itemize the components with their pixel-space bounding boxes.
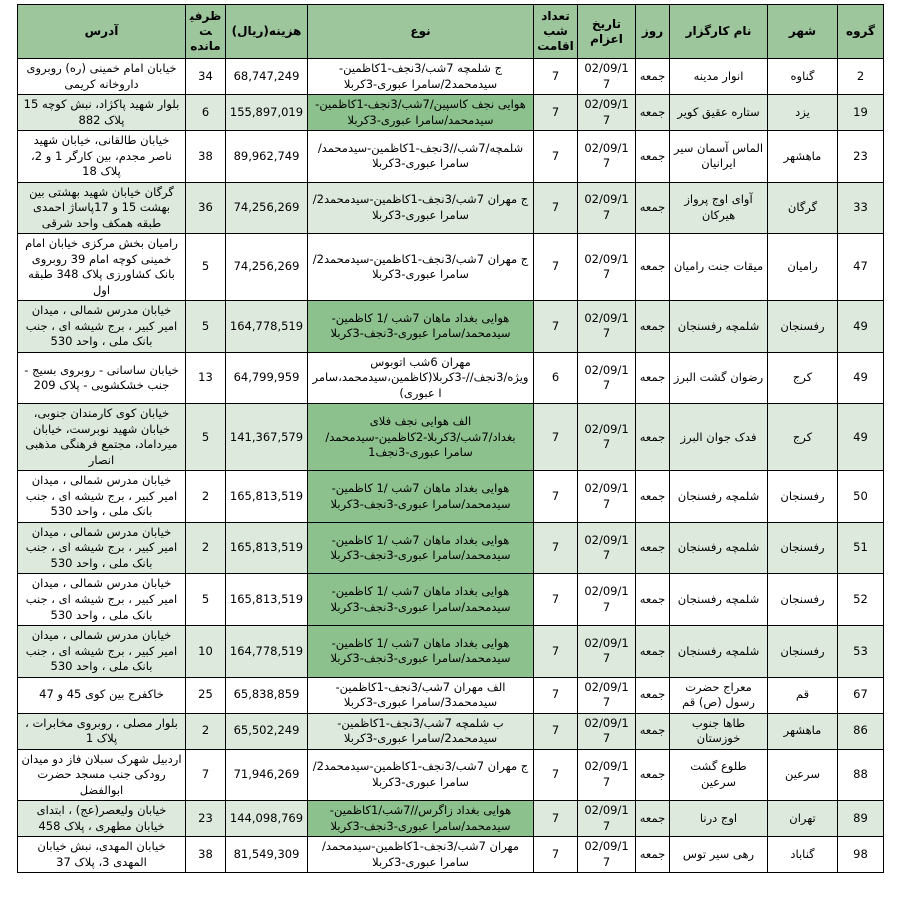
table-row[interactable]	[18, 626, 884, 678]
cell-group: 49	[838, 404, 884, 471]
cell-cost: 81,549,309	[226, 837, 308, 873]
cell-city: تهران	[768, 801, 838, 837]
column-header-city[interactable]: شهر	[768, 5, 838, 59]
cell-day: جمعه	[636, 301, 670, 353]
table-row[interactable]	[18, 522, 884, 574]
cell-cap: 38	[186, 131, 226, 183]
table-row[interactable]	[18, 352, 884, 404]
cell-group: 49	[838, 352, 884, 404]
cell-day: جمعه	[636, 574, 670, 626]
cell-day: جمعه	[636, 182, 670, 234]
cell-date: 02/09/17	[578, 301, 636, 353]
cell-type: الف مهران 7شب/3نجف-1کاظمین-سیدمحمد3/سامرا عبوری-3کربلا	[308, 677, 534, 713]
cell-cost: 74,256,269	[226, 234, 308, 301]
cell-cap: 5	[186, 404, 226, 471]
cell-city: قم	[768, 677, 838, 713]
cell-cost: 164,778,519	[226, 301, 308, 353]
cell-date: 02/09/17	[578, 801, 636, 837]
cell-cap: 5	[186, 574, 226, 626]
cell-type: هوایی بغداد ماهان 7شب /1 کاظمین-سیدمحمد/سامرا عبوری-3نجف-3کربلا	[308, 301, 534, 353]
table-row[interactable]	[18, 801, 884, 837]
cell-cap: 10	[186, 626, 226, 678]
cell-agency: ستاره عقیق کویر	[670, 95, 768, 131]
cell-city: رفسنجان	[768, 522, 838, 574]
cell-date: 02/09/17	[578, 713, 636, 749]
cell-agency: رضوان گشت البرز	[670, 352, 768, 404]
cell-city: رامیان	[768, 234, 838, 301]
cell-group: 67	[838, 677, 884, 713]
cell-group: 49	[838, 301, 884, 353]
cell-city: گناوه	[768, 59, 838, 95]
cell-date: 02/09/17	[578, 471, 636, 523]
cell-date: 02/09/17	[578, 677, 636, 713]
cell-group: 50	[838, 471, 884, 523]
table-body	[18, 59, 884, 873]
cell-group: 33	[838, 182, 884, 234]
cell-cost: 165,813,519	[226, 471, 308, 523]
cell-nights: 7	[534, 404, 578, 471]
cell-address: خیابان مدرس شمالی ، میدان امیر کبیر ، برج شیشه ای ، جنب بانک ملی ، واحد 530	[18, 522, 186, 574]
cell-nights: 7	[534, 801, 578, 837]
cell-address: خیابان ساسانی - روبروی بسیج - جنب خشکشویی - پلاک 209	[18, 352, 186, 404]
cell-group: 98	[838, 837, 884, 873]
cell-type: الف هوایی نجف فلای بغداد/7شب/3کربلا-2کاظمین-سیدمحمد/سامرا عبوری-3نجف1	[308, 404, 534, 471]
cell-cost: 64,799,959	[226, 352, 308, 404]
cell-type: هوایی بغداد ماهان 7شب /1 کاظمین-سیدمحمد/سامرا عبوری-3نجف-3کربلا	[308, 471, 534, 523]
cell-agency: آوای اوج پرواز هیرکان	[670, 182, 768, 234]
cell-type: هوایی بغداد زاگرس//7شب/1کاظمین-سیدمحمد/سامرا عبوری-3نجف-3کربلا	[308, 801, 534, 837]
cell-date: 02/09/17	[578, 837, 636, 873]
cell-type: مهران 6شب اتوبوس ویژه/3نجف//-3کربلا(کاظمین،سیدمحمد،سامرا عبوری)	[308, 352, 534, 404]
cell-cap: 25	[186, 677, 226, 713]
cell-address: خاکفرج بین کوی 45 و 47	[18, 677, 186, 713]
cell-group: 53	[838, 626, 884, 678]
table-row[interactable]	[18, 404, 884, 471]
cell-group: 51	[838, 522, 884, 574]
cell-nights: 7	[534, 574, 578, 626]
cell-city: رفسنجان	[768, 301, 838, 353]
cell-cost: 165,813,519	[226, 522, 308, 574]
cell-agency: اوج درنا	[670, 801, 768, 837]
cell-group: 47	[838, 234, 884, 301]
cell-group: 23	[838, 131, 884, 183]
cell-group: 2	[838, 59, 884, 95]
cell-date: 02/09/17	[578, 95, 636, 131]
cell-type: ب شلمچه 7شب/3نجف-1کاظمین-سیدمحمد2/سامرا عبوری-3کربلا	[308, 713, 534, 749]
cell-address: خیابان مدرس شمالی ، میدان امیر کبیر ، برج شیشه ای ، جنب بانک ملی ، واحد 530	[18, 471, 186, 523]
cell-address: گرگان خیابان شهید بهشتی بین بهشت 15 و 17پاساژ احمدی طبقه همکف واحد شرقی	[18, 182, 186, 234]
cell-nights: 7	[534, 471, 578, 523]
cell-day: جمعه	[636, 801, 670, 837]
cell-nights: 7	[534, 301, 578, 353]
caravan-table-container	[0, 4, 900, 873]
cell-type: هوایی بغداد ماهان 7شب /1 کاظمین-سیدمحمد/سامرا عبوری-3نجف-3کربلا	[308, 522, 534, 574]
cell-city: کرج	[768, 352, 838, 404]
cell-nights: 7	[534, 182, 578, 234]
table-row[interactable]	[18, 95, 884, 131]
cell-city: سرعین	[768, 749, 838, 801]
column-header-type[interactable]: نوع	[308, 5, 534, 59]
cell-group: 89	[838, 801, 884, 837]
cell-cost: 65,502,249	[226, 713, 308, 749]
cell-nights: 7	[534, 677, 578, 713]
cell-cap: 23	[186, 801, 226, 837]
cell-nights: 7	[534, 626, 578, 678]
cell-agency: شلمچه رفسنجان	[670, 471, 768, 523]
cell-cost: 89,962,749	[226, 131, 308, 183]
cell-cap: 36	[186, 182, 226, 234]
cell-day: جمعه	[636, 404, 670, 471]
cell-type: شلمچه/7شب//3نجف-1کاظمین-سیدمحمد/سامرا عبوری-3کربلا	[308, 131, 534, 183]
cell-cap: 7	[186, 749, 226, 801]
cell-day: جمعه	[636, 352, 670, 404]
cell-address: خیابان کوی کارمندان جنوبی، خیابان شهید نوبرست، خیابان میرداماد، مجتمع فرهنگی مذهبی انصار	[18, 404, 186, 471]
cell-type: ج مهران 7شب/3نجف-1کاظمین-سیدمحمد2/سامرا عبوری-3کربلا	[308, 182, 534, 234]
cell-date: 02/09/17	[578, 234, 636, 301]
cell-cap: 2	[186, 471, 226, 523]
header-row	[18, 5, 884, 59]
cell-nights: 7	[534, 234, 578, 301]
table-row[interactable]	[18, 182, 884, 234]
column-header-cost[interactable]: هزینه(ریال)	[226, 5, 308, 59]
cell-agency: انوار مدینه	[670, 59, 768, 95]
cell-agency: شلمچه رفسنجان	[670, 626, 768, 678]
cell-date: 02/09/17	[578, 404, 636, 471]
cell-agency: الماس آسمان سیر ایرانیان	[670, 131, 768, 183]
cell-type: ج شلمچه 7شب/3نجف-1کاظمین-سیدمحمد2/سامرا عبوری-3کربلا	[308, 59, 534, 95]
cell-city: یزد	[768, 95, 838, 131]
cell-date: 02/09/17	[578, 749, 636, 801]
cell-cap: 5	[186, 234, 226, 301]
cell-nights: 6	[534, 352, 578, 404]
cell-group: 88	[838, 749, 884, 801]
cell-date: 02/09/17	[578, 352, 636, 404]
cell-date: 02/09/17	[578, 59, 636, 95]
cell-address: خیابان المهدی، نبش خیابان المهدی 3، پلاک 37	[18, 837, 186, 873]
cell-city: رفسنجان	[768, 626, 838, 678]
cell-nights: 7	[534, 522, 578, 574]
cell-day: جمعه	[636, 59, 670, 95]
cell-day: جمعه	[636, 471, 670, 523]
cell-address: خیابان مدرس شمالی ، میدان امیر کبیر ، برج شیشه ای ، جنب بانک ملی ، واحد 530	[18, 626, 186, 678]
table-row[interactable]	[18, 713, 884, 749]
cell-cost: 141,367,579	[226, 404, 308, 471]
cell-date: 02/09/17	[578, 182, 636, 234]
cell-address: خیابان طالقانی، خیابان شهید ناصر مجدم، بین کارگر 1 و 2، پلاک 18	[18, 131, 186, 183]
cell-cap: 5	[186, 301, 226, 353]
cell-address: اردبیل شهرک سبلان فاز دو میدان رودکی جنب مسجد حضرت ابوالفضل	[18, 749, 186, 801]
cell-agency: طلوع گشت سرعین	[670, 749, 768, 801]
table-row[interactable]	[18, 837, 884, 873]
cell-city: ماهشهر	[768, 131, 838, 183]
cell-cost: 144,098,769	[226, 801, 308, 837]
cell-agency: شلمچه رفسنجان	[670, 574, 768, 626]
cell-nights: 7	[534, 95, 578, 131]
cell-address: خیابان مدرس شمالی ، میدان امیر کبیر ، برج شیشه ای ، جنب بانک ملی ، واحد 530	[18, 574, 186, 626]
caravan-listing-table	[17, 4, 884, 873]
table-header	[18, 5, 884, 59]
cell-cost: 164,778,519	[226, 626, 308, 678]
cell-city: رفسنجان	[768, 471, 838, 523]
cell-group: 52	[838, 574, 884, 626]
cell-cost: 71,946,269	[226, 749, 308, 801]
table-row[interactable]	[18, 234, 884, 301]
column-header-group[interactable]: گروه	[838, 5, 884, 59]
cell-cap: 2	[186, 522, 226, 574]
cell-agency: رهی سیر توس	[670, 837, 768, 873]
cell-day: جمعه	[636, 626, 670, 678]
cell-type: هوایی بغداد ماهان 7شب /1 کاظمین-سیدمحمد/سامرا عبوری-3نجف-3کربلا	[308, 626, 534, 678]
table-row[interactable]	[18, 574, 884, 626]
cell-city: کرج	[768, 404, 838, 471]
table-row[interactable]	[18, 677, 884, 713]
cell-agency: طاها جنوب خوزستان	[670, 713, 768, 749]
column-header-date[interactable]: تاریخ اعزام	[578, 5, 636, 59]
cell-day: جمعه	[636, 677, 670, 713]
table-row[interactable]	[18, 131, 884, 183]
cell-cap: 38	[186, 837, 226, 873]
cell-type: هوایی نجف کاسپین/7شب/3نجف-1کاظمین-سیدمحمد/سامرا عبوری-3کربلا	[308, 95, 534, 131]
cell-address: خیابان مدرس شمالی ، میدان امیر کبیر ، برج شیشه ای ، جنب بانک ملی ، واحد 530	[18, 301, 186, 353]
column-header-capacity[interactable]: ظرفیت مانده	[186, 5, 226, 59]
cell-group: 86	[838, 713, 884, 749]
cell-day: جمعه	[636, 522, 670, 574]
cell-agency: معراج حضرت رسول (ص) قم	[670, 677, 768, 713]
cell-cost: 74,256,269	[226, 182, 308, 234]
cell-agency: شلمچه رفسنجان	[670, 301, 768, 353]
cell-address: رامیان بخش مرکزی خیابان امام خمینی کوچه امام 39 روبروی بانک کشاورزی پلاک 348 طبقه اول	[18, 234, 186, 301]
cell-nights: 7	[534, 131, 578, 183]
cell-date: 02/09/17	[578, 626, 636, 678]
cell-date: 02/09/17	[578, 131, 636, 183]
cell-nights: 7	[534, 59, 578, 95]
cell-day: جمعه	[636, 837, 670, 873]
cell-city: گناباد	[768, 837, 838, 873]
cell-agency: شلمچه رفسنجان	[670, 522, 768, 574]
cell-date: 02/09/17	[578, 522, 636, 574]
column-header-nights[interactable]: تعداد شب اقامت	[534, 5, 578, 59]
cell-address: بلوار مصلی ، روبروی مخابرات ، پلاک 1	[18, 713, 186, 749]
cell-address: خیابان ولیعصر(عج) ، ابتدای خیابان مطهری ، پلاک 458	[18, 801, 186, 837]
cell-day: جمعه	[636, 713, 670, 749]
cell-cap: 13	[186, 352, 226, 404]
cell-date: 02/09/17	[578, 574, 636, 626]
cell-type: ج مهران 7شب/3نجف-1کاظمین-سیدمحمد2/سامرا عبوری-3کربلا	[308, 749, 534, 801]
cell-day: جمعه	[636, 749, 670, 801]
table-row[interactable]	[18, 749, 884, 801]
cell-cap: 34	[186, 59, 226, 95]
cell-address: بلوار شهید پاکژاد، نبش کوچه 15 پلاک 882	[18, 95, 186, 131]
cell-city: رفسنجان	[768, 574, 838, 626]
column-header-agency[interactable]: نام کارگزار	[670, 5, 768, 59]
column-header-address[interactable]: آدرس	[18, 5, 186, 59]
table-row[interactable]	[18, 59, 884, 95]
cell-day: جمعه	[636, 95, 670, 131]
cell-type: ج مهران 7شب/3نجف-1کاظمین-سیدمحمد2/سامرا عبوری-3کربلا	[308, 234, 534, 301]
cell-city: گرگان	[768, 182, 838, 234]
cell-cap: 6	[186, 95, 226, 131]
cell-nights: 7	[534, 713, 578, 749]
table-row[interactable]	[18, 471, 884, 523]
cell-cost: 65,838,859	[226, 677, 308, 713]
cell-agency: فدک جوان البرز	[670, 404, 768, 471]
cell-nights: 7	[534, 749, 578, 801]
cell-group: 19	[838, 95, 884, 131]
cell-agency: میقات جنت رامیان	[670, 234, 768, 301]
cell-address: خیابان امام خمینی (ره) روبروی داروخانه کریمی	[18, 59, 186, 95]
cell-cost: 155,897,019	[226, 95, 308, 131]
cell-cost: 68,747,249	[226, 59, 308, 95]
cell-day: جمعه	[636, 131, 670, 183]
table-row[interactable]	[18, 301, 884, 353]
cell-day: جمعه	[636, 234, 670, 301]
cell-type: هوایی بغداد ماهان 7شب /1 کاظمین-سیدمحمد/سامرا عبوری-3نجف-3کربلا	[308, 574, 534, 626]
cell-nights: 7	[534, 837, 578, 873]
cell-type: مهران 7شب/3نجف-1کاظمین-سیدمحمد/سامرا عبوری-3کربلا	[308, 837, 534, 873]
column-header-day[interactable]: روز	[636, 5, 670, 59]
cell-cap: 2	[186, 713, 226, 749]
cell-city: ماهشهر	[768, 713, 838, 749]
cell-cost: 165,813,519	[226, 574, 308, 626]
